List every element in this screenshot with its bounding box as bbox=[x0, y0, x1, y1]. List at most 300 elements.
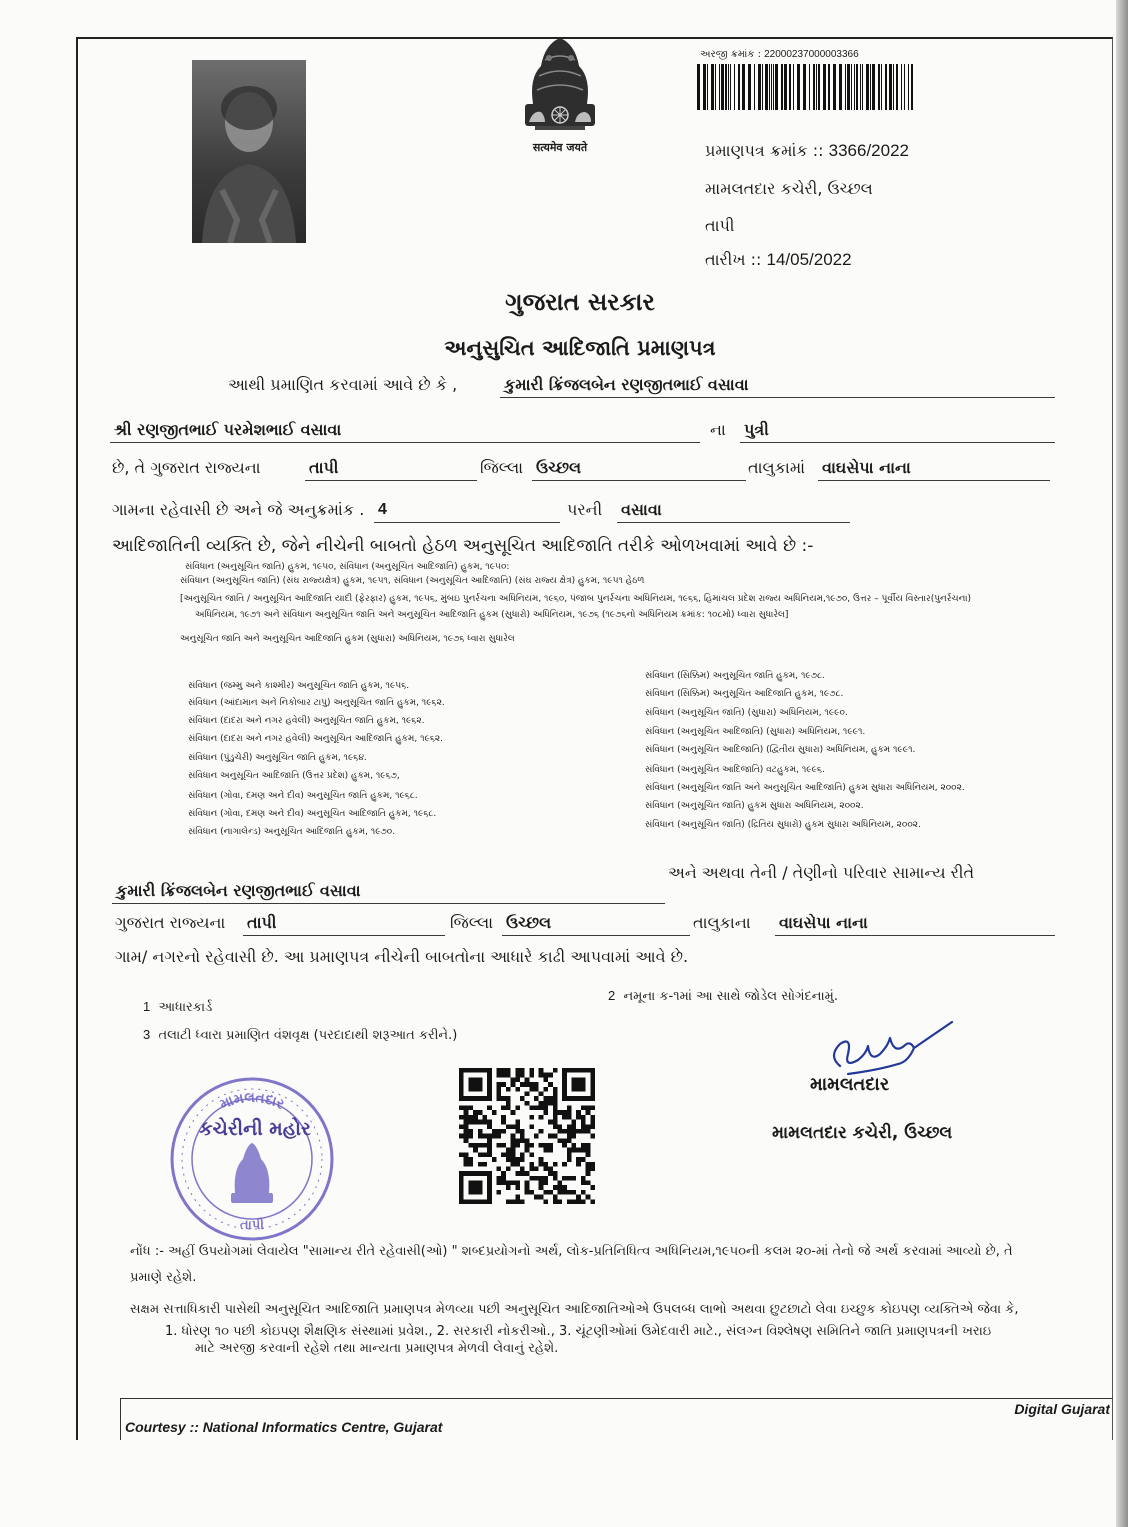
qr-module bbox=[478, 1171, 483, 1176]
barcode-bar bbox=[885, 64, 887, 110]
qr-module bbox=[543, 1176, 548, 1181]
qr-module bbox=[553, 1091, 558, 1096]
order-left-item: સંવિધાન (જમ્મુ અને કાશ્મીર) અનુસૂચિત જાતિ હુકમ, ૧૯૫૬. bbox=[188, 681, 410, 691]
qr-module bbox=[506, 1073, 511, 1078]
issuing-office: મામલતદાર કચેરી, ઉચ્છલ bbox=[705, 179, 873, 198]
qr-module bbox=[478, 1110, 483, 1115]
qr-module bbox=[572, 1143, 577, 1148]
qr-module bbox=[581, 1199, 586, 1204]
barcode-bar bbox=[754, 64, 755, 110]
qr-module bbox=[525, 1077, 530, 1082]
barcode-bar bbox=[893, 64, 894, 110]
barcode-bar bbox=[725, 64, 727, 110]
qr-module bbox=[543, 1073, 548, 1078]
qr-module bbox=[553, 1087, 558, 1092]
barcode-bar bbox=[845, 64, 846, 110]
qr-module bbox=[567, 1190, 572, 1195]
barcode-bar bbox=[854, 64, 855, 110]
qr-module bbox=[534, 1082, 539, 1087]
qr-module bbox=[567, 1068, 572, 1073]
certificate-number-label: પ્રમાણપત્ર ક્રમાંક :: bbox=[705, 141, 824, 160]
qr-module bbox=[562, 1115, 567, 1120]
barcode-bar bbox=[870, 64, 871, 110]
qr-module bbox=[539, 1068, 544, 1073]
qr-module bbox=[567, 1110, 572, 1115]
residence-district-label: જિલ્લા bbox=[450, 913, 494, 932]
qr-module bbox=[515, 1171, 520, 1176]
qr-module bbox=[501, 1171, 506, 1176]
qr-module bbox=[473, 1171, 478, 1176]
qr-module bbox=[548, 1101, 553, 1106]
qr-module bbox=[515, 1124, 520, 1129]
qr-module bbox=[562, 1129, 567, 1134]
qr-module bbox=[534, 1176, 539, 1181]
qr-module bbox=[487, 1143, 492, 1148]
qr-module bbox=[459, 1152, 464, 1157]
office-seal-stamp bbox=[163, 1073, 341, 1245]
qr-module bbox=[482, 1143, 487, 1148]
qr-module bbox=[543, 1110, 548, 1115]
qr-module bbox=[557, 1190, 562, 1195]
qr-module bbox=[497, 1181, 502, 1186]
barcode-bar bbox=[734, 64, 735, 110]
qr-module bbox=[478, 1143, 483, 1148]
qr-module bbox=[576, 1195, 581, 1200]
qr-module bbox=[506, 1166, 511, 1171]
qr-module bbox=[525, 1171, 530, 1176]
qr-module bbox=[581, 1129, 586, 1134]
qr-module bbox=[567, 1157, 572, 1162]
residence-village-field: વાઘસેપા નાના bbox=[775, 910, 1055, 936]
qr-module bbox=[520, 1199, 525, 1204]
qr-module bbox=[553, 1120, 558, 1125]
qr-module bbox=[501, 1176, 506, 1181]
qr-module bbox=[478, 1077, 483, 1082]
certificate-number-line bbox=[705, 138, 965, 164]
qr-module bbox=[511, 1143, 516, 1148]
barcode-bar bbox=[872, 64, 875, 110]
serial-number-field: 4 bbox=[374, 497, 560, 523]
qr-module bbox=[525, 1082, 530, 1087]
barcode-bar bbox=[889, 64, 892, 110]
order-left-item: સંવિધાન (દાદરા અને નગર હવેલી) અનુસૂચિત જાતિ હુકમ, ૧૯૬૨. bbox=[188, 716, 425, 726]
qr-module bbox=[468, 1115, 473, 1120]
document-text: આધારકાર્ડ bbox=[158, 1000, 213, 1015]
order-right-item: સંવિધાન (અનુસૂચિત જાતિ) હુકમ સુધારા અધિનિયમ, ૨૦૦૨. bbox=[645, 801, 864, 811]
qr-module bbox=[492, 1134, 497, 1139]
stamp-top-arc: મામલતદાર bbox=[217, 1089, 287, 1113]
residence-taluka-label: તાલુકાના bbox=[693, 913, 751, 932]
issue-date-line bbox=[705, 247, 965, 273]
qr-module bbox=[567, 1138, 572, 1143]
qr-module bbox=[590, 1199, 595, 1204]
barcode-bar bbox=[715, 64, 716, 110]
qr-module bbox=[548, 1190, 553, 1195]
qr-module bbox=[501, 1096, 506, 1101]
qr-module bbox=[468, 1077, 473, 1082]
qr-module bbox=[515, 1143, 520, 1148]
qr-module bbox=[468, 1199, 473, 1204]
qr-module bbox=[515, 1073, 520, 1078]
qr-module bbox=[553, 1124, 558, 1129]
qr-module bbox=[543, 1181, 548, 1186]
qr-module bbox=[548, 1143, 553, 1148]
qr-module bbox=[468, 1143, 473, 1148]
qr-module bbox=[487, 1181, 492, 1186]
qr-module bbox=[506, 1068, 511, 1073]
qr-module bbox=[506, 1148, 511, 1153]
qr-module bbox=[576, 1087, 581, 1092]
stamp-bottom-text: તાપી bbox=[240, 1218, 264, 1233]
qr-module bbox=[562, 1082, 567, 1087]
qr-module bbox=[511, 1138, 516, 1143]
order-right-item: સંવિધાન (અનુસૂચિત જાતિ અને અનુસૂચિત આદિજાતિ) હુકમ સુધારા અધિનિયમ, ૨૦૦૨. bbox=[645, 783, 965, 793]
order-line: સંવિધાન (અનુસૂચિત જાતિ) હુકમ, ૧૯૫૦, સંવિધાન (અનુસૂચિત આદિજાતિ) હુકમ, ૧૯૫૦: bbox=[185, 562, 510, 572]
qr-module bbox=[572, 1148, 577, 1153]
barcode-bar bbox=[771, 64, 772, 110]
qr-module bbox=[464, 1134, 469, 1139]
qr-module bbox=[586, 1195, 591, 1200]
qr-module bbox=[468, 1157, 473, 1162]
qr-module bbox=[511, 1181, 516, 1186]
qr-module bbox=[478, 1190, 483, 1195]
qr-module bbox=[506, 1096, 511, 1101]
qr-module bbox=[520, 1129, 525, 1134]
qr-module bbox=[562, 1190, 567, 1195]
qr-module bbox=[459, 1096, 464, 1101]
qr-module bbox=[581, 1124, 586, 1129]
order-left-item: સંવિધાન (ગોવા, દમણ અને દીવ) અનુસૂચિત જાતિ હુકમ, ૧૯૬૮. bbox=[188, 791, 418, 801]
qr-module bbox=[529, 1068, 534, 1073]
qr-module bbox=[478, 1129, 483, 1134]
qr-module bbox=[487, 1124, 492, 1129]
qr-module bbox=[497, 1190, 502, 1195]
qr-module bbox=[468, 1181, 473, 1186]
qr-module bbox=[487, 1120, 492, 1125]
qr-module bbox=[459, 1190, 464, 1195]
order-left-item: સંવિધાન (આંદામાન અને નિકોબાર ટાપુ) અનુસૂચિત જાતિ હુકમ, ૧૯૬૨. bbox=[188, 698, 445, 708]
qr-module bbox=[557, 1124, 562, 1129]
qr-module bbox=[478, 1068, 483, 1073]
document-text: તલાટી ધ્વારા પ્રમાણિત વંશવૃક્ષ (પરદાદાથી શરૂઆત કરીને.) bbox=[158, 1028, 458, 1043]
qr-module bbox=[515, 1185, 520, 1190]
qr-module bbox=[581, 1068, 586, 1073]
qr-module bbox=[539, 1157, 544, 1162]
qr-module bbox=[464, 1138, 469, 1143]
qr-module bbox=[487, 1096, 492, 1101]
qr-module bbox=[576, 1115, 581, 1120]
qr-module bbox=[534, 1134, 539, 1139]
barcode-bar bbox=[818, 64, 820, 110]
qr-module bbox=[548, 1082, 553, 1087]
application-number: 22000237000003366 bbox=[764, 49, 859, 60]
qr-module bbox=[581, 1120, 586, 1125]
qr-module bbox=[553, 1185, 558, 1190]
qr-module bbox=[590, 1185, 595, 1190]
order-right-item: સંવિધાન (સિક્કિમ) અનુસૂચિત જાતિ હુકમ, ૧૯૭૮. bbox=[645, 671, 825, 681]
of-label: ના bbox=[710, 420, 726, 439]
barcode-bar bbox=[809, 64, 810, 110]
qr-module bbox=[515, 1087, 520, 1092]
qr-module bbox=[482, 1171, 487, 1176]
barcode-bar bbox=[738, 64, 740, 110]
document-number: 3 bbox=[143, 1027, 151, 1042]
qr-module bbox=[576, 1077, 581, 1082]
qr-module bbox=[562, 1068, 567, 1073]
person-name-field: કુમારી ક્રિંજલબેન રણજીતભાઈ વસાવા bbox=[500, 372, 1055, 398]
qr-module bbox=[459, 1185, 464, 1190]
qr-module bbox=[562, 1176, 567, 1181]
barcode-bar bbox=[908, 64, 909, 110]
qr-module bbox=[497, 1073, 502, 1078]
qr-module bbox=[581, 1190, 586, 1195]
qr-module bbox=[473, 1120, 478, 1125]
qr-module bbox=[497, 1166, 502, 1171]
qr-module bbox=[572, 1190, 577, 1195]
qr-module bbox=[459, 1195, 464, 1200]
qr-module bbox=[572, 1087, 577, 1092]
qr-module bbox=[515, 1120, 520, 1125]
qr-module bbox=[539, 1143, 544, 1148]
barcode-bar bbox=[813, 64, 815, 110]
qr-module bbox=[515, 1157, 520, 1162]
qr-module bbox=[529, 1162, 534, 1167]
stamp-middle-text: કચેરીની મહોર bbox=[199, 1118, 311, 1140]
qr-module bbox=[464, 1096, 469, 1101]
qr-module bbox=[590, 1087, 595, 1092]
qr-module bbox=[562, 1162, 567, 1167]
photo-silhouette-icon bbox=[192, 60, 306, 243]
qr-module bbox=[586, 1110, 591, 1115]
qr-module bbox=[473, 1143, 478, 1148]
qr-module bbox=[586, 1166, 591, 1171]
qr-module bbox=[562, 1096, 567, 1101]
order-left-item: સંવિધાન (દાદરા અને નગર હવેલી) અનુસૂચિત આદિજાતિ હુકમ, ૧૯૬૨. bbox=[188, 734, 444, 744]
qr-module bbox=[581, 1176, 586, 1181]
qr-module bbox=[581, 1181, 586, 1186]
qr-module bbox=[548, 1171, 553, 1176]
qr-module bbox=[553, 1171, 558, 1176]
qr-module bbox=[553, 1134, 558, 1139]
qr-module bbox=[482, 1162, 487, 1167]
barcode-bar bbox=[769, 64, 770, 110]
qr-module bbox=[473, 1190, 478, 1195]
qr-module bbox=[459, 1091, 464, 1096]
qr-module bbox=[539, 1195, 544, 1200]
qr-module bbox=[529, 1082, 534, 1087]
barcode-bar bbox=[816, 64, 817, 110]
qr-module bbox=[539, 1106, 544, 1111]
qr-module bbox=[539, 1101, 544, 1106]
qr-module bbox=[464, 1152, 469, 1157]
qr-module bbox=[543, 1106, 548, 1111]
qr-module bbox=[501, 1068, 506, 1073]
parent-name-field: શ્રી રણજીતભાઈ પરમેશભાઈ વસાવા bbox=[110, 417, 700, 443]
residence-state-phrase: ગુજરાત રાજ્યના bbox=[115, 913, 226, 932]
qr-module bbox=[529, 1073, 534, 1078]
qr-module bbox=[539, 1115, 544, 1120]
qr-module bbox=[525, 1143, 530, 1148]
barcode-bar bbox=[707, 64, 708, 110]
qr-module bbox=[590, 1120, 595, 1125]
qr-module bbox=[557, 1181, 562, 1186]
barcode-bar bbox=[697, 64, 700, 110]
barcode-bar bbox=[721, 64, 724, 110]
barcode bbox=[695, 64, 917, 110]
qr-module bbox=[590, 1077, 595, 1082]
national-emblem-icon bbox=[515, 30, 605, 142]
qr-module bbox=[590, 1166, 595, 1171]
intro-text: આથી પ્રમાણિત કરવામાં આવે છે કે , bbox=[228, 375, 458, 394]
qr-module bbox=[572, 1068, 577, 1073]
qr-module bbox=[590, 1115, 595, 1120]
barcode-bar bbox=[860, 64, 861, 110]
qr-module bbox=[553, 1110, 558, 1115]
qr-module bbox=[525, 1138, 530, 1143]
qr-module bbox=[562, 1091, 567, 1096]
qr-module bbox=[590, 1068, 595, 1073]
emblem-motto: सत्यमेव जयते bbox=[532, 141, 588, 154]
qr-module bbox=[553, 1115, 558, 1120]
qr-module bbox=[473, 1087, 478, 1092]
qr-module bbox=[501, 1073, 506, 1078]
qr-module bbox=[525, 1091, 530, 1096]
qr-module bbox=[501, 1143, 506, 1148]
qr-module bbox=[464, 1129, 469, 1134]
qr-module bbox=[562, 1087, 567, 1092]
barcode-bar bbox=[828, 64, 830, 110]
on-label: પરની bbox=[567, 500, 603, 519]
qr-module bbox=[464, 1199, 469, 1204]
qr-module bbox=[487, 1185, 492, 1190]
qr-module bbox=[548, 1073, 553, 1078]
qr-module bbox=[590, 1091, 595, 1096]
qr-module bbox=[497, 1129, 502, 1134]
qr-module bbox=[468, 1129, 473, 1134]
qr-module bbox=[482, 1199, 487, 1204]
qr-module bbox=[572, 1134, 577, 1139]
order-line: સંવિધાન (અનુસૂચિત જાતિ) (સંઘ રાજ્યક્ષેત્ર) હુકમ, ૧૯૫૧, સંવિધાન (અનુસૂચિત આદિજાતિ) (સંઘ રાજ્ય ક્ષેત્ર) હુકમ, ૧૯૫૧ હેઠળ bbox=[180, 576, 645, 586]
qr-module bbox=[468, 1134, 473, 1139]
qr-module bbox=[464, 1106, 469, 1111]
qr-module bbox=[543, 1162, 548, 1167]
qr-module bbox=[572, 1124, 577, 1129]
qr-module bbox=[506, 1124, 511, 1129]
qr-module bbox=[468, 1068, 473, 1073]
qr-module bbox=[525, 1148, 530, 1153]
qr-module bbox=[464, 1110, 469, 1115]
note-line: માટે અરજી કરવાની રહેશે તથા માન્યતા પ્રમાણપત્ર મેળવી લેવાનું રહેશે. bbox=[195, 1341, 559, 1356]
qr-module bbox=[520, 1068, 525, 1073]
qr-module bbox=[464, 1068, 469, 1073]
qr-module bbox=[501, 1115, 506, 1120]
qr-module bbox=[511, 1124, 516, 1129]
order-left-item: સંવિધાન (પુંડુચેરી) અનુસૂચિત જાતિ હુકમ, ૧૯૬૪. bbox=[188, 753, 367, 763]
district-field: તાપી bbox=[305, 455, 477, 481]
qr-module bbox=[482, 1120, 487, 1125]
document-number: 1 bbox=[143, 999, 151, 1014]
qr-module bbox=[581, 1082, 586, 1087]
qr-module bbox=[459, 1124, 464, 1129]
qr-module bbox=[567, 1124, 572, 1129]
qr-module bbox=[548, 1166, 553, 1171]
qr-module bbox=[581, 1096, 586, 1101]
qr-module bbox=[515, 1129, 520, 1134]
order-left-item: સંવિધાન (ગોવા, દમણ અને દીવ) અનુસૂચિત આદિજાતિ હુકમ, ૧૯૬૮. bbox=[188, 809, 437, 819]
qr-module bbox=[553, 1199, 558, 1204]
qr-module bbox=[590, 1124, 595, 1129]
qr-module bbox=[473, 1096, 478, 1101]
document-item bbox=[143, 994, 403, 1020]
qr-module bbox=[478, 1162, 483, 1167]
qr-module bbox=[576, 1129, 581, 1134]
tribe-field: વસાવા bbox=[617, 497, 850, 523]
qr-module bbox=[468, 1087, 473, 1092]
qr-module bbox=[511, 1082, 516, 1087]
note-line: સક્ષમ સત્તાધિકારી પાસેથી અનુસૂચિત આદિજાતિ પ્રમાણપત્ર મેળવ્યા પછી અનુસૂચિત આદિજાતિઓએ ઉપલબ્ધ લાભો અથવા છુટછાટો લેવા ઇચ્છુક કોઇપણ વ્યક્તિએ જેવા કે, bbox=[130, 1302, 1019, 1317]
qr-module bbox=[586, 1143, 591, 1148]
qr-module bbox=[487, 1077, 492, 1082]
qr-module bbox=[553, 1162, 558, 1167]
qr-module bbox=[557, 1185, 562, 1190]
qr-module bbox=[464, 1115, 469, 1120]
application-number-line bbox=[700, 47, 915, 63]
qr-module bbox=[482, 1068, 487, 1073]
note-line: નોંધ :- અહીં ઉપયોગમાં લેવાયેલ "સામાન્ય રીતે રહેવાસી(ઓ) " શબ્દપ્રયોગનો અર્થ, લોક-પ્રતિનિધિત્વ અધિનિયમ,૧૯૫૦ની કલમ ૨૦-માં તેનો જે અર્થ કરવામાં આવ્યો છે, તે bbox=[130, 1244, 1013, 1259]
signatory-office: મામલતદાર કચેરી, ઉચ્છલ bbox=[772, 1123, 953, 1143]
qr-module bbox=[553, 1096, 558, 1101]
qr-module bbox=[539, 1129, 544, 1134]
qr-code bbox=[458, 1068, 596, 1204]
qr-module bbox=[576, 1096, 581, 1101]
qr-module bbox=[590, 1134, 595, 1139]
qr-module bbox=[529, 1166, 534, 1171]
qr-module bbox=[459, 1082, 464, 1087]
qr-module bbox=[468, 1082, 473, 1087]
qr-module bbox=[501, 1106, 506, 1111]
qr-module bbox=[497, 1082, 502, 1087]
qr-module bbox=[520, 1152, 525, 1157]
qr-module bbox=[497, 1091, 502, 1096]
qr-module bbox=[487, 1152, 492, 1157]
qr-module bbox=[581, 1087, 586, 1092]
qr-module bbox=[576, 1199, 581, 1204]
qr-module bbox=[473, 1115, 478, 1120]
barcode-bar bbox=[711, 64, 714, 110]
barcode-bar bbox=[833, 64, 836, 110]
qr-module bbox=[506, 1157, 511, 1162]
barcode-bar bbox=[866, 64, 869, 110]
qr-module bbox=[572, 1077, 577, 1082]
qr-module bbox=[581, 1148, 586, 1153]
barcode-bar bbox=[775, 64, 778, 110]
village-field: વાઘસેપા નાના bbox=[818, 455, 1050, 481]
qr-module bbox=[478, 1120, 483, 1125]
qr-module bbox=[482, 1096, 487, 1101]
order-right-item: સંવિધાન (અનુસૂચિત જાતિ) (દ્રિતિય સુધારો) હુકમ સુધારા અધિનિયમ, ૨૦૦૨. bbox=[645, 820, 921, 830]
qr-module bbox=[464, 1157, 469, 1162]
order-line: અધિનિયમ, ૧૯૭૧ અને સંવિધાન અનુસૂચિત જાતિ અને અનુસૂચિત આદિજાતિ હુકમ (સુધારો) અધિનિયમ, ૧૯૭૬ (૧૯૭૬નો અધિનિયમ ક્રમાંક: ૧૦૮મો) ધ્વારા સુધારેલ] bbox=[195, 610, 789, 620]
qr-module bbox=[529, 1190, 534, 1195]
qr-module bbox=[478, 1181, 483, 1186]
qr-module bbox=[529, 1176, 534, 1181]
qr-module bbox=[543, 1096, 548, 1101]
qr-module bbox=[501, 1181, 506, 1186]
qr-module bbox=[468, 1096, 473, 1101]
qr-module bbox=[478, 1082, 483, 1087]
note-line: પ્રમાણે રહેશે. bbox=[130, 1270, 197, 1285]
qr-module bbox=[459, 1077, 464, 1082]
